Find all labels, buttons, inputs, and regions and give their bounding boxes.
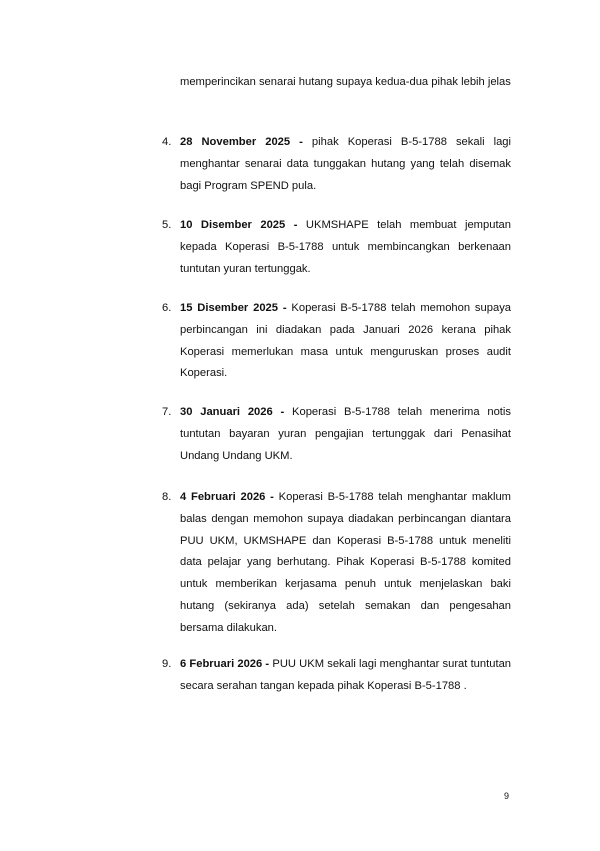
list-item	[162, 402, 511, 467]
item-number: 4.	[162, 136, 172, 148]
item-number: 8.	[162, 491, 172, 503]
item-text: pihak Koperasi B-5-1788 sekali lagi menghantar senarai data tunggakan hutang yang telah disemak bagi Program SPEND pula.	[180, 136, 511, 192]
item-text: Koperasi B-5-1788 telah menerima notis tuntutan bayaran yuran pengajian tertunggak dari Penasihat Undang Undang UKM.	[180, 406, 511, 462]
item-date: 28 November 2025 -	[180, 136, 303, 148]
list-item	[162, 215, 511, 280]
continuation-paragraph: memperincikan senarai hutang supaya kedua-dua pihak lebih jelas	[180, 76, 511, 88]
list-item	[162, 487, 511, 640]
item-date: 10 Disember 2025 -	[180, 219, 298, 231]
item-body	[180, 132, 511, 197]
item-body	[180, 654, 511, 698]
item-body	[180, 402, 511, 467]
list-item	[162, 654, 511, 698]
item-number: 7.	[162, 406, 172, 418]
item-body	[180, 215, 511, 280]
item-text: PUU UKM sekali lagi menghantar surat tuntutan secara serahan tangan kepada pihak Koperasi B-5-1788 .	[180, 658, 512, 692]
item-text: Koperasi B-5-1788 telah memohon supaya perbincangan ini diadakan pada Januari 2026 kerana pihak Koperasi memerlukan masa untuk menguruskan proses audit Koperasi.	[180, 302, 512, 380]
item-number: 5.	[162, 219, 172, 231]
item-date: 15 Disember 2025 -	[180, 302, 287, 314]
item-date: 4 Februari 2026 -	[180, 491, 274, 503]
list-item	[162, 132, 511, 197]
item-date: 6 Februari 2026 -	[180, 658, 270, 670]
page-number: 9	[504, 791, 510, 801]
item-body	[180, 487, 511, 640]
item-date: 30 Januari 2026 -	[180, 406, 285, 418]
item-body	[180, 298, 511, 385]
item-text: Koperasi B-5-1788 telah menghantar maklum balas dengan memohon supaya diadakan perbincangan diantara PUU UKM, UKMSHAPE dan Koperasi B-5-1788 untuk meneliti data pelajar yang berhutang. Pihak Koperasi B-5-1788 komited untuk memberikan kerjasama penuh untuk menjelaskan baki hutang (sekiranya ada) setelah semakan dan pengesahan bersama dilakukan.	[180, 491, 512, 634]
item-number: 6.	[162, 302, 172, 314]
item-number: 9.	[162, 658, 172, 670]
list-item	[162, 298, 511, 385]
item-text: UKMSHAPE telah membuat jemputan kepada Koperasi B-5-1788 untuk membincangkan berkenaan tuntutan yuran tertunggak.	[180, 219, 512, 275]
